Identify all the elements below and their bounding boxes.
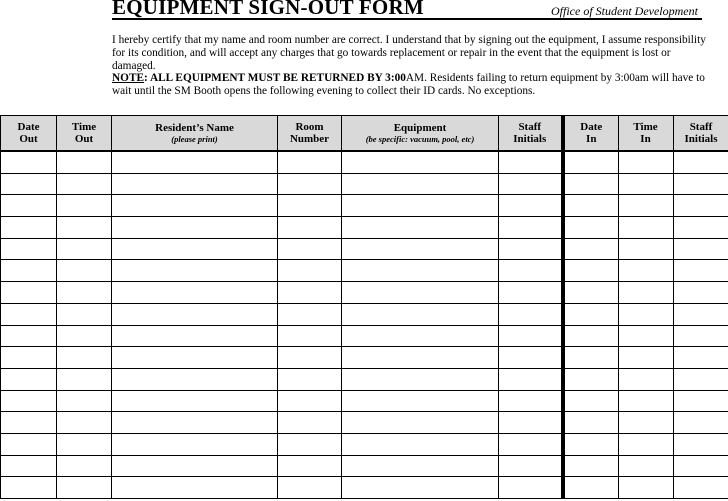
sign-out-row bbox=[1, 195, 562, 217]
col-time-out: Time Out bbox=[57, 116, 112, 152]
sign-out-cell[interactable] bbox=[342, 238, 499, 260]
sign-out-cell[interactable] bbox=[112, 433, 278, 455]
return-cell[interactable] bbox=[673, 325, 728, 347]
sign-out-row bbox=[1, 433, 562, 455]
return-cell[interactable] bbox=[564, 260, 618, 282]
return-cell[interactable] bbox=[618, 433, 673, 455]
sign-out-cell[interactable] bbox=[1, 477, 57, 499]
return-cell[interactable] bbox=[673, 347, 728, 369]
sign-out-row bbox=[1, 173, 562, 195]
sign-out-cell[interactable] bbox=[499, 282, 562, 304]
return-cell[interactable] bbox=[673, 303, 728, 325]
sign-out-cell[interactable] bbox=[342, 455, 499, 477]
return-cell[interactable] bbox=[618, 347, 673, 369]
return-cell[interactable] bbox=[618, 477, 673, 499]
col-equipment: Equipment (be specific: vacuum, pool, etc) bbox=[342, 116, 499, 152]
sign-out-cell[interactable] bbox=[57, 347, 112, 369]
sign-out-cell[interactable] bbox=[1, 260, 57, 282]
return-row bbox=[564, 260, 728, 282]
return-cell[interactable] bbox=[673, 238, 728, 260]
sign-out-cell[interactable] bbox=[499, 412, 562, 434]
sign-out-cell[interactable] bbox=[1, 412, 57, 434]
note-paragraph bbox=[112, 72, 712, 98]
note-emphasis: : ALL EQUIPMENT MUST BE RETURNED BY 3:00 bbox=[144, 72, 406, 85]
sign-out-cell[interactable] bbox=[499, 433, 562, 455]
return-cell[interactable] bbox=[618, 412, 673, 434]
return-cell[interactable] bbox=[673, 477, 728, 499]
sign-out-cell[interactable] bbox=[112, 455, 278, 477]
sign-out-cell[interactable] bbox=[112, 282, 278, 304]
return-cell[interactable] bbox=[618, 455, 673, 477]
return-cell[interactable] bbox=[564, 195, 618, 217]
sign-out-cell[interactable] bbox=[57, 368, 112, 390]
return-cell[interactable] bbox=[564, 303, 618, 325]
sign-out-cell[interactable] bbox=[278, 238, 342, 260]
sign-out-cell[interactable] bbox=[57, 260, 112, 282]
return-cell[interactable] bbox=[673, 260, 728, 282]
sign-out-cell[interactable] bbox=[1, 455, 57, 477]
sign-out-cell[interactable] bbox=[278, 347, 342, 369]
sign-out-cell[interactable] bbox=[1, 390, 57, 412]
sign-out-cell[interactable] bbox=[499, 455, 562, 477]
return-cell[interactable] bbox=[673, 455, 728, 477]
return-cell[interactable] bbox=[618, 260, 673, 282]
sign-out-cell[interactable] bbox=[278, 260, 342, 282]
sign-out-cell[interactable] bbox=[112, 412, 278, 434]
sign-out-cell[interactable] bbox=[1, 173, 57, 195]
return-cell[interactable] bbox=[618, 217, 673, 239]
sign-out-cell[interactable] bbox=[499, 325, 562, 347]
sign-out-cell[interactable] bbox=[57, 195, 112, 217]
return-row bbox=[564, 282, 728, 304]
return-cell[interactable] bbox=[673, 195, 728, 217]
return-cell[interactable] bbox=[673, 217, 728, 239]
return-cell[interactable] bbox=[564, 238, 618, 260]
sign-out-cell[interactable] bbox=[342, 195, 499, 217]
return-row bbox=[564, 303, 728, 325]
sign-out-cell[interactable] bbox=[1, 217, 57, 239]
sign-out-cell[interactable] bbox=[112, 303, 278, 325]
col-time-in: Time In bbox=[618, 116, 673, 152]
sign-out-cell[interactable] bbox=[1, 282, 57, 304]
return-cell[interactable] bbox=[618, 325, 673, 347]
return-cell[interactable] bbox=[564, 217, 618, 239]
return-cell[interactable] bbox=[564, 412, 618, 434]
sign-out-row bbox=[1, 282, 562, 304]
sign-out-cell[interactable] bbox=[278, 303, 342, 325]
sign-out-cell[interactable] bbox=[499, 173, 562, 195]
sign-out-row bbox=[1, 217, 562, 239]
certification-text: I hereby certify that my name and room number are correct. I understand that by signing out the equipment, I assume responsibility for its condition, and will accept any charges that go towards replacement or repair in the event that the equipment is lost or damaged. bbox=[112, 34, 706, 72]
sign-out-cell[interactable] bbox=[1, 368, 57, 390]
sign-out-cell[interactable] bbox=[112, 195, 278, 217]
sign-out-cell[interactable] bbox=[342, 433, 499, 455]
sign-out-cell[interactable] bbox=[278, 433, 342, 455]
sign-out-cell[interactable] bbox=[57, 325, 112, 347]
col-room-number: Room Number bbox=[278, 116, 342, 152]
sign-out-cell[interactable] bbox=[342, 368, 499, 390]
sign-out-cell[interactable] bbox=[1, 347, 57, 369]
sign-out-cell[interactable] bbox=[57, 433, 112, 455]
sign-out-cell[interactable] bbox=[342, 260, 499, 282]
return-row bbox=[564, 173, 728, 195]
sign-out-row bbox=[1, 368, 562, 390]
sign-out-cell[interactable] bbox=[1, 325, 57, 347]
sign-out-cell[interactable] bbox=[278, 282, 342, 304]
return-table bbox=[563, 115, 728, 499]
return-cell[interactable] bbox=[564, 368, 618, 390]
sign-out-cell[interactable] bbox=[499, 151, 562, 173]
return-cell[interactable] bbox=[564, 325, 618, 347]
return-cell[interactable] bbox=[618, 303, 673, 325]
return-row bbox=[564, 217, 728, 239]
sign-out-cell[interactable] bbox=[1, 151, 57, 173]
return-row bbox=[564, 151, 728, 173]
sign-out-cell[interactable] bbox=[57, 477, 112, 499]
return-cell[interactable] bbox=[564, 455, 618, 477]
return-cell[interactable] bbox=[618, 282, 673, 304]
col-staff-initials-in: Staff Initials bbox=[673, 116, 728, 152]
sign-out-cell[interactable] bbox=[342, 303, 499, 325]
sign-out-cell[interactable] bbox=[57, 303, 112, 325]
return-cell[interactable] bbox=[564, 433, 618, 455]
sign-out-cell[interactable] bbox=[278, 412, 342, 434]
col-date-out: Date Out bbox=[1, 116, 57, 152]
sign-out-row bbox=[1, 151, 562, 173]
sign-out-row bbox=[1, 477, 562, 499]
sign-out-cell[interactable] bbox=[57, 412, 112, 434]
return-row bbox=[564, 195, 728, 217]
sign-out-header-row bbox=[1, 116, 562, 152]
sign-out-cell[interactable] bbox=[1, 195, 57, 217]
sign-out-cell[interactable] bbox=[278, 195, 342, 217]
return-cell[interactable] bbox=[564, 173, 618, 195]
sign-out-cell[interactable] bbox=[278, 390, 342, 412]
sign-out-cell[interactable] bbox=[1, 303, 57, 325]
sign-out-cell[interactable] bbox=[112, 477, 278, 499]
sign-out-cell[interactable] bbox=[499, 303, 562, 325]
return-header-row bbox=[564, 116, 728, 152]
sign-out-cell[interactable] bbox=[112, 347, 278, 369]
sign-out-cell[interactable] bbox=[342, 217, 499, 239]
sign-out-cell[interactable] bbox=[342, 347, 499, 369]
return-cell[interactable] bbox=[564, 282, 618, 304]
sign-out-cell[interactable] bbox=[112, 325, 278, 347]
return-cell[interactable] bbox=[673, 173, 728, 195]
col-date-in: Date In bbox=[564, 116, 618, 152]
sign-out-cell[interactable] bbox=[57, 282, 112, 304]
sign-out-cell[interactable] bbox=[499, 217, 562, 239]
return-row bbox=[564, 433, 728, 455]
sign-out-cell[interactable] bbox=[112, 217, 278, 239]
return-row bbox=[564, 238, 728, 260]
sign-out-cell[interactable] bbox=[499, 390, 562, 412]
sign-out-cell[interactable] bbox=[278, 455, 342, 477]
col-residents-name: Resident’s Name (please print) bbox=[112, 116, 278, 152]
sign-out-cell[interactable] bbox=[112, 390, 278, 412]
sign-out-row bbox=[1, 303, 562, 325]
note-text: AM. Residents failing to return equipment by 3:00am will have to wait until the SM Booth opens the following evening to collect their ID cards. No exceptions. bbox=[112, 72, 705, 98]
return-row bbox=[564, 347, 728, 369]
sign-out-row bbox=[1, 260, 562, 282]
return-cell[interactable] bbox=[618, 368, 673, 390]
return-row bbox=[564, 477, 728, 499]
sign-out-cell[interactable] bbox=[112, 368, 278, 390]
sign-out-cell[interactable] bbox=[499, 477, 562, 499]
return-cell[interactable] bbox=[618, 151, 673, 173]
return-cell[interactable] bbox=[618, 195, 673, 217]
return-cell[interactable] bbox=[673, 368, 728, 390]
sign-out-cell[interactable] bbox=[342, 282, 499, 304]
sign-out-row bbox=[1, 412, 562, 434]
sign-out-cell[interactable] bbox=[112, 173, 278, 195]
form-title: EQUIPMENT SIGN-OUT FORM bbox=[112, 0, 424, 19]
sign-out-cell[interactable] bbox=[342, 151, 499, 173]
sign-out-cell[interactable] bbox=[112, 260, 278, 282]
sign-out-cell[interactable] bbox=[112, 238, 278, 260]
sign-out-cell[interactable] bbox=[499, 195, 562, 217]
sign-out-cell[interactable] bbox=[342, 412, 499, 434]
return-cell[interactable] bbox=[564, 390, 618, 412]
return-cell[interactable] bbox=[673, 433, 728, 455]
sign-out-cell[interactable] bbox=[499, 260, 562, 282]
office-name: Office of Student Development bbox=[551, 4, 698, 18]
return-row bbox=[564, 390, 728, 412]
return-row bbox=[564, 325, 728, 347]
sign-out-cell[interactable] bbox=[342, 390, 499, 412]
return-row bbox=[564, 368, 728, 390]
sign-out-cell[interactable] bbox=[342, 325, 499, 347]
col-staff-initials-out: Staff Initials bbox=[499, 116, 562, 152]
return-cell[interactable] bbox=[673, 412, 728, 434]
sign-out-cell[interactable] bbox=[342, 477, 499, 499]
sign-out-cell[interactable] bbox=[112, 151, 278, 173]
return-cell[interactable] bbox=[618, 238, 673, 260]
sign-out-cell[interactable] bbox=[1, 238, 57, 260]
sign-out-row bbox=[1, 325, 562, 347]
return-row bbox=[564, 455, 728, 477]
sign-out-cell[interactable] bbox=[57, 238, 112, 260]
sign-out-cell[interactable] bbox=[278, 217, 342, 239]
return-cell[interactable] bbox=[564, 151, 618, 173]
return-row bbox=[564, 412, 728, 434]
sign-out-cell[interactable] bbox=[278, 477, 342, 499]
sign-out-cell[interactable] bbox=[499, 347, 562, 369]
return-cell[interactable] bbox=[673, 282, 728, 304]
sign-out-cell[interactable] bbox=[278, 368, 342, 390]
statement-block bbox=[112, 34, 712, 98]
sign-out-row bbox=[1, 238, 562, 260]
sign-out-cell[interactable] bbox=[278, 325, 342, 347]
sign-out-row bbox=[1, 347, 562, 369]
note-label: NOTE bbox=[112, 72, 145, 85]
sign-out-cell[interactable] bbox=[278, 151, 342, 173]
sign-out-cell[interactable] bbox=[342, 173, 499, 195]
sign-out-cell[interactable] bbox=[57, 390, 112, 412]
sign-out-cell[interactable] bbox=[57, 151, 112, 173]
return-cell[interactable] bbox=[673, 390, 728, 412]
sign-out-cell[interactable] bbox=[57, 455, 112, 477]
sign-out-cell[interactable] bbox=[57, 173, 112, 195]
sign-out-cell[interactable] bbox=[1, 433, 57, 455]
return-cell[interactable] bbox=[564, 477, 618, 499]
sign-out-row bbox=[1, 390, 562, 412]
return-cell[interactable] bbox=[673, 151, 728, 173]
sign-out-cell[interactable] bbox=[499, 238, 562, 260]
sign-out-cell[interactable] bbox=[278, 173, 342, 195]
sign-out-row bbox=[1, 455, 562, 477]
sign-out-table bbox=[0, 115, 563, 499]
return-cell[interactable] bbox=[618, 390, 673, 412]
return-cell[interactable] bbox=[618, 173, 673, 195]
sign-out-cell[interactable] bbox=[57, 217, 112, 239]
return-cell[interactable] bbox=[564, 347, 618, 369]
sign-out-cell[interactable] bbox=[499, 368, 562, 390]
